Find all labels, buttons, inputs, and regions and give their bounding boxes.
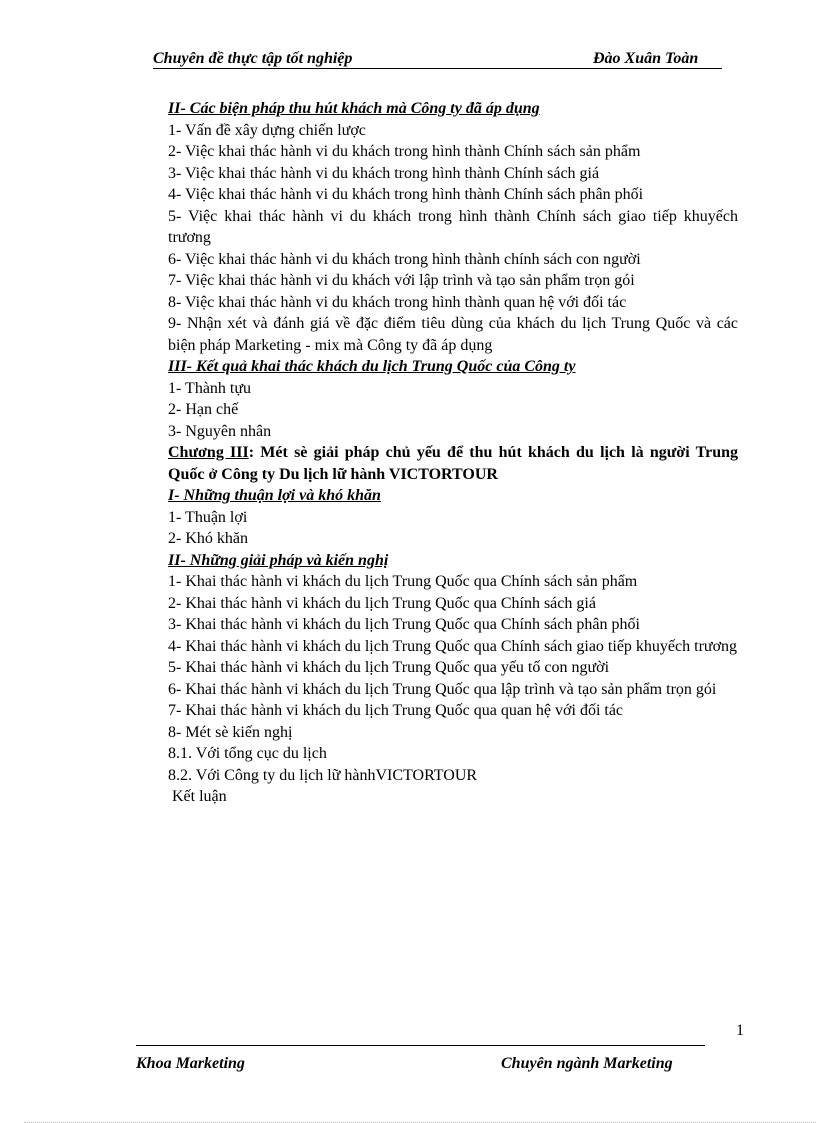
header-rule	[153, 68, 722, 69]
toc-item: 8.2. Với Công ty du lịch lữ hànhVICTORTOUR	[168, 766, 478, 784]
footer-rule	[136, 1045, 705, 1046]
toc-item: 4- Khai thác hành vi khách du lịch Trung Quốc qua Chính sách giao tiếp khuyếch trương	[168, 637, 738, 655]
toc-item: 1- Thành tựu	[168, 379, 252, 397]
toc-item: 5- Việc khai thác hành vi du khách trong hình thành Chính sách giao tiếp khuyếch trương	[168, 207, 738, 246]
toc-item: 1- Khai thác hành vi khách du lịch Trung Quốc qua Chính sách sản phẩm	[168, 573, 638, 590]
toc-item: 3- Khai thác hành vi khách du lịch Trung Quốc qua Chính sách phân phối	[168, 616, 640, 633]
toc-item: 8.1. Với tổng cục du lịch	[168, 745, 327, 762]
toc-item: 7- Khai thác hành vi khách du lịch Trung Quốc qua quan hệ với đối tác	[168, 702, 624, 719]
toc-item: 6- Khai thác hành vi khách du lịch Trung Quốc qua lập trình và tạo sản phẩm trọn gói	[168, 680, 717, 698]
toc-item: 8- Việc khai thác hành vi du khách trong hình thành quan hệ với đối tác	[168, 293, 627, 311]
toc-item: 3- Việc khai thác hành vi du khách trong hình thành Chính sách giá	[168, 164, 600, 182]
chapter-title: : Mét sè giải pháp chủ yếu để thu hút khách du lịch là người Trung Quốc ở Công ty Du lịch lữ hành VICTORTOUR	[168, 444, 738, 483]
section-heading: III- Kết quả khai thác khách du lịch Trung Quốc của Công ty	[168, 358, 576, 375]
section-heading: II- Những giải pháp và kiến nghị	[168, 551, 389, 569]
toc-item: 3- Nguyên nhân	[168, 422, 272, 440]
toc-item: 9- Nhận xét và đánh giá về đặc điểm tiêu dùng của khách du lịch Trung Quốc và các biện pháp Marketing - mix mà Công ty đã áp dụng	[168, 315, 738, 354]
header-author: Đào Xuân Toàn	[593, 50, 699, 67]
toc-item: 1- Thuận lợi	[168, 508, 248, 526]
toc-item: 8- Mét sè kiến nghị	[168, 723, 293, 741]
footer-major: Chuyên ngành Marketing	[501, 1055, 673, 1072]
section-heading: I- Những thuận lợi và khó khăn	[168, 487, 381, 504]
conclusion-item: Kết luận	[172, 788, 227, 805]
toc-item: 5- Khai thác hành vi khách du lịch Trung Quốc qua yếu tố con người	[168, 659, 610, 676]
chapter-label: Chương III	[168, 444, 249, 461]
chapter-heading	[136, 442, 738, 485]
page-number: 1	[736, 1022, 744, 1039]
toc-item: 2- Khai thác hành vi khách du lịch Trung Quốc qua Chính sách giá	[168, 594, 596, 612]
footer-faculty: Khoa Marketing	[136, 1055, 245, 1072]
toc-item: 1- Vấn đề xây dựng chiến lược	[168, 121, 366, 139]
table-of-contents	[136, 98, 738, 808]
toc-item: 2- Hạn chế	[168, 401, 239, 418]
toc-item: 6- Việc khai thác hành vi du khách trong hình thành chính sách con người	[168, 250, 641, 268]
header-title: Chuyên đề thực tập tốt nghiệp	[153, 50, 353, 67]
toc-item: 7- Việc khai thác hành vi du khách với lập trình và tạo sản phẩm trọn gói	[168, 272, 635, 289]
toc-item: 4- Việc khai thác hành vi du khách trong hình thành Chính sách phân phối	[168, 186, 644, 203]
section-heading: II- Các biện pháp thu hút khách mà Công ty đã áp dụng	[168, 100, 540, 117]
toc-item: 2- Khó khăn	[168, 530, 248, 547]
toc-item: 2- Việc khai thác hành vi du khách trong hình thành Chính sách sản phẩm	[168, 143, 641, 160]
